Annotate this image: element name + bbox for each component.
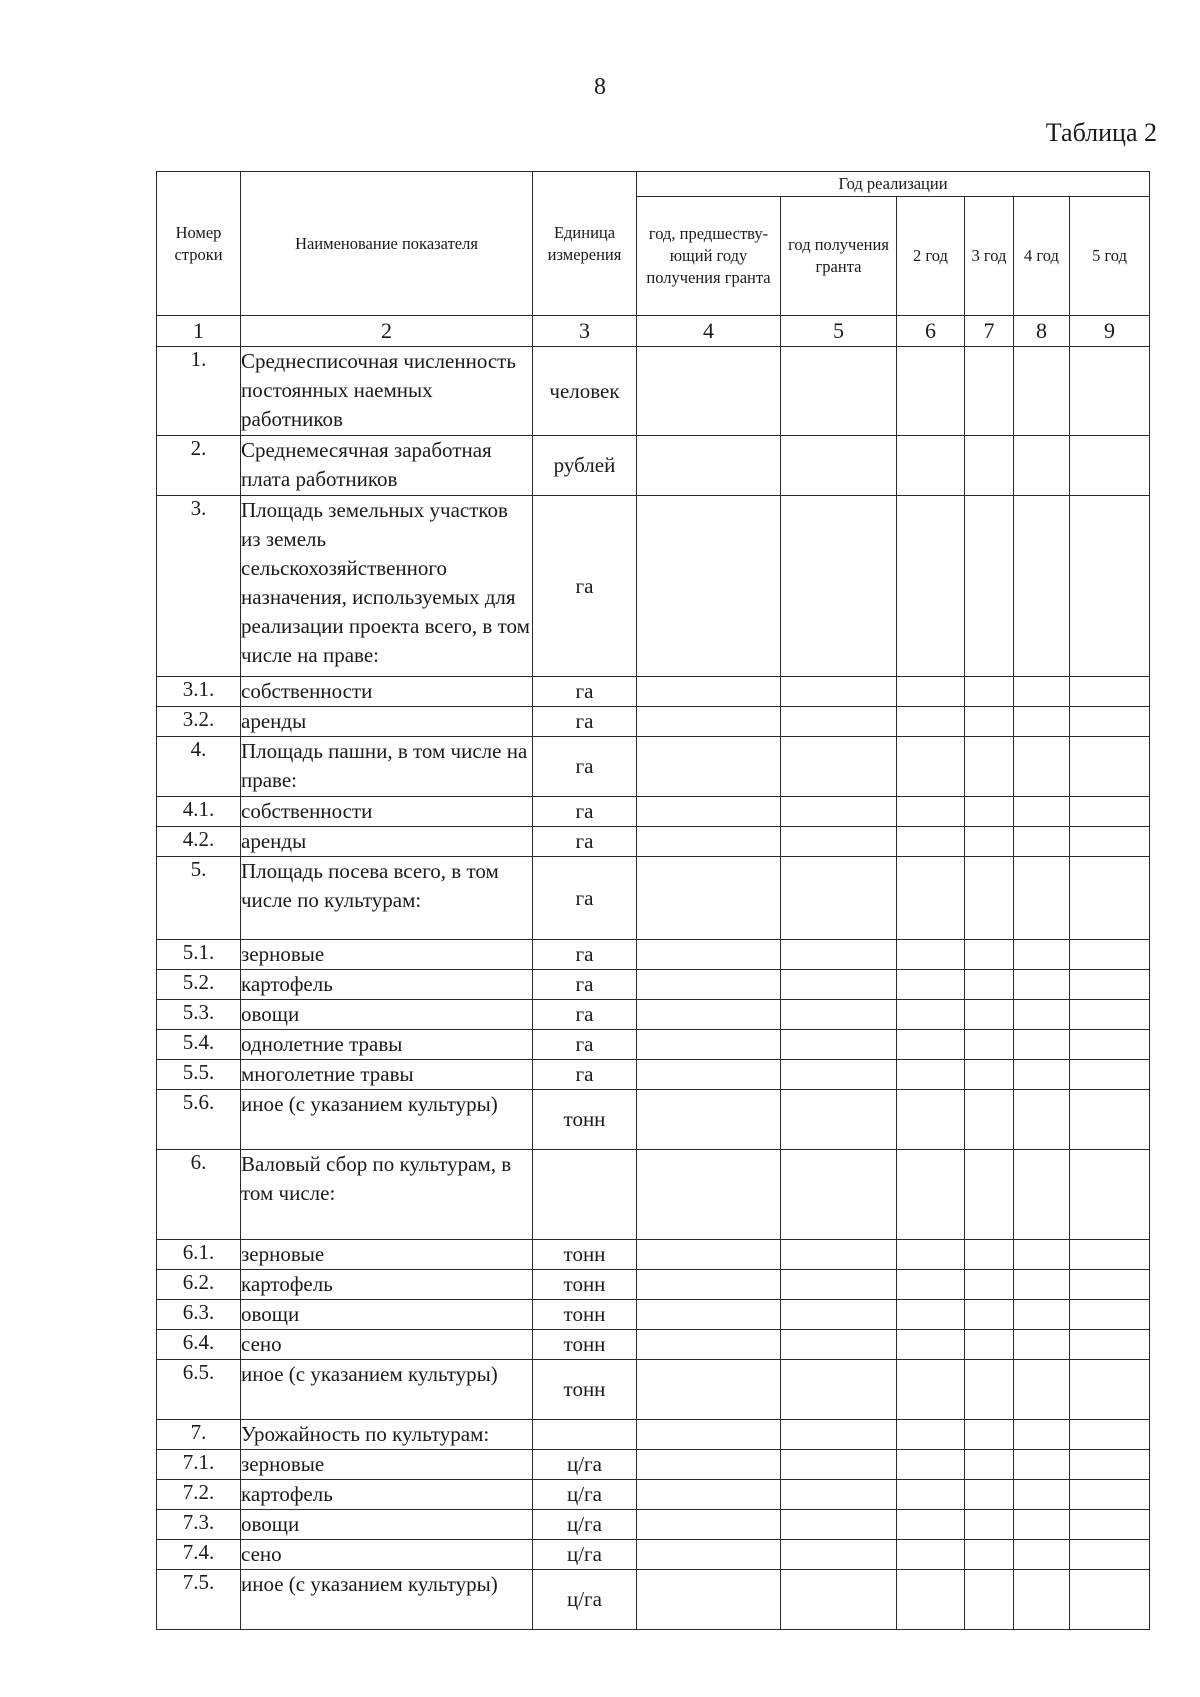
row-number: 5.6.: [157, 1090, 241, 1150]
indicator-name: сено: [241, 1330, 533, 1360]
page-number: 8: [594, 74, 606, 100]
value-cell[interactable]: [965, 1000, 1014, 1030]
row-number: 5.1.: [157, 940, 241, 970]
value-cell[interactable]: [637, 970, 781, 1000]
value-cell[interactable]: [1070, 737, 1150, 797]
unit-cell: тонн: [533, 1090, 637, 1150]
value-cell[interactable]: [1014, 1030, 1070, 1060]
table-row: [157, 677, 1150, 707]
column-number: 8: [1014, 316, 1070, 347]
value-cell[interactable]: [637, 1540, 781, 1570]
value-cell[interactable]: [897, 1450, 965, 1480]
indicator-name: иное (с указанием культуры): [241, 1570, 533, 1630]
value-cell[interactable]: [781, 1090, 897, 1150]
unit-cell: тонн: [533, 1240, 637, 1270]
row-number: 3.: [157, 496, 241, 677]
unit-cell: га: [533, 1000, 637, 1030]
row-number: 2.: [157, 436, 241, 496]
table-row: [157, 347, 1150, 436]
value-cell[interactable]: [1014, 1240, 1070, 1270]
value-cell[interactable]: [781, 1000, 897, 1030]
table-row: [157, 496, 1150, 677]
row-number: 6.1.: [157, 1240, 241, 1270]
value-cell[interactable]: [965, 1450, 1014, 1480]
value-cell[interactable]: [897, 1030, 965, 1060]
unit-cell: тонн: [533, 1360, 637, 1420]
value-cell[interactable]: [897, 1000, 965, 1030]
value-cell[interactable]: [1070, 1510, 1150, 1540]
value-cell[interactable]: [897, 857, 965, 940]
value-cell[interactable]: [1070, 1300, 1150, 1330]
value-cell[interactable]: [897, 1360, 965, 1420]
unit-cell: ц/га: [533, 1480, 637, 1510]
table-row: [157, 707, 1150, 737]
unit-cell: тонн: [533, 1270, 637, 1300]
table-row: [157, 436, 1150, 496]
value-cell[interactable]: [897, 1540, 965, 1570]
value-cell[interactable]: [1070, 347, 1150, 436]
value-cell[interactable]: [637, 1270, 781, 1300]
value-cell[interactable]: [965, 347, 1014, 436]
table-row: [157, 1510, 1150, 1540]
value-cell[interactable]: [965, 940, 1014, 970]
unit-cell: ц/га: [533, 1540, 637, 1570]
value-cell[interactable]: [781, 797, 897, 827]
value-cell[interactable]: [637, 677, 781, 707]
indicator-name: аренды: [241, 827, 533, 857]
indicator-name: картофель: [241, 970, 533, 1000]
table-row: [157, 737, 1150, 797]
value-cell[interactable]: [1014, 1420, 1070, 1450]
unit-cell: тонн: [533, 1300, 637, 1330]
value-cell[interactable]: [965, 1030, 1014, 1060]
indicator-name: Площадь земельных участков из земель сельскохозяйственного назначения, используемых для реализации проекта всего, в том числе на праве:: [241, 496, 533, 677]
value-cell[interactable]: [897, 1420, 965, 1450]
value-cell[interactable]: [781, 1030, 897, 1060]
value-cell[interactable]: [1014, 1480, 1070, 1510]
value-cell[interactable]: [781, 436, 897, 496]
value-cell[interactable]: [781, 1540, 897, 1570]
row-number: 3.2.: [157, 707, 241, 737]
value-cell[interactable]: [1014, 1000, 1070, 1030]
row-number: 6.2.: [157, 1270, 241, 1300]
indicator-name: картофель: [241, 1270, 533, 1300]
unit-cell: га: [533, 737, 637, 797]
value-cell[interactable]: [897, 707, 965, 737]
table-row: [157, 1570, 1150, 1630]
unit-cell: га: [533, 677, 637, 707]
column-number: 9: [1070, 316, 1150, 347]
value-cell[interactable]: [637, 1150, 781, 1240]
table-row: [157, 1300, 1150, 1330]
value-cell[interactable]: [897, 827, 965, 857]
value-cell[interactable]: [965, 1150, 1014, 1240]
value-cell[interactable]: [1070, 827, 1150, 857]
table-row: [157, 1060, 1150, 1090]
column-number: 5: [781, 316, 897, 347]
value-cell[interactable]: [965, 1270, 1014, 1300]
table-row: [157, 797, 1150, 827]
header-indicator-name: Наименование показателя: [241, 172, 533, 316]
row-number: 5.4.: [157, 1030, 241, 1060]
indicator-name: собственности: [241, 677, 533, 707]
value-cell[interactable]: [1070, 1480, 1150, 1510]
value-cell[interactable]: [897, 1150, 965, 1240]
value-cell[interactable]: [781, 1330, 897, 1360]
header-year-4: 4 год: [1014, 197, 1070, 316]
table-row: [157, 1330, 1150, 1360]
value-cell[interactable]: [637, 1480, 781, 1510]
row-number: 6.5.: [157, 1360, 241, 1420]
value-cell[interactable]: [637, 436, 781, 496]
value-cell[interactable]: [637, 1510, 781, 1540]
value-cell[interactable]: [1014, 707, 1070, 737]
unit-cell: человек: [533, 347, 637, 436]
value-cell[interactable]: [965, 1330, 1014, 1360]
value-cell[interactable]: [1070, 1270, 1150, 1300]
row-number: 7.5.: [157, 1570, 241, 1630]
row-number: 6.3.: [157, 1300, 241, 1330]
value-cell[interactable]: [781, 940, 897, 970]
value-cell[interactable]: [1014, 1540, 1070, 1570]
value-cell[interactable]: [781, 827, 897, 857]
unit-cell: га: [533, 827, 637, 857]
value-cell[interactable]: [1070, 1450, 1150, 1480]
row-number: 5.5.: [157, 1060, 241, 1090]
value-cell[interactable]: [1014, 1570, 1070, 1630]
value-cell[interactable]: [637, 347, 781, 436]
value-cell[interactable]: [897, 1060, 965, 1090]
value-cell[interactable]: [637, 1420, 781, 1450]
value-cell[interactable]: [781, 970, 897, 1000]
row-number: 4.: [157, 737, 241, 797]
value-cell[interactable]: [1070, 1360, 1150, 1420]
header-grant-year: год получения гранта: [781, 197, 897, 316]
value-cell[interactable]: [965, 970, 1014, 1000]
value-cell[interactable]: [781, 1060, 897, 1090]
table-row: [157, 1450, 1150, 1480]
indicator-name: зерновые: [241, 1450, 533, 1480]
row-number: 7.2.: [157, 1480, 241, 1510]
indicator-name: Урожайность по культурам:: [241, 1420, 533, 1450]
value-cell[interactable]: [1070, 1330, 1150, 1360]
header-implementation-year: Год реализации: [637, 172, 1150, 197]
indicator-name: многолетние травы: [241, 1060, 533, 1090]
value-cell[interactable]: [637, 827, 781, 857]
value-cell[interactable]: [1014, 1300, 1070, 1330]
indicator-name: сено: [241, 1540, 533, 1570]
value-cell[interactable]: [637, 707, 781, 737]
table-body: [157, 347, 1150, 1630]
value-cell[interactable]: [781, 1360, 897, 1420]
value-cell[interactable]: [1014, 496, 1070, 677]
unit-cell: [533, 1150, 637, 1240]
value-cell[interactable]: [965, 677, 1014, 707]
value-cell[interactable]: [1070, 1420, 1150, 1450]
table-row: [157, 1030, 1150, 1060]
row-number: 5.2.: [157, 970, 241, 1000]
value-cell[interactable]: [1014, 1360, 1070, 1420]
value-cell[interactable]: [781, 1150, 897, 1240]
value-cell[interactable]: [1014, 1330, 1070, 1360]
value-cell[interactable]: [965, 737, 1014, 797]
table-row: [157, 1540, 1150, 1570]
value-cell[interactable]: [1014, 1090, 1070, 1150]
unit-cell: га: [533, 970, 637, 1000]
indicator-name: овощи: [241, 1300, 533, 1330]
value-cell[interactable]: [1014, 797, 1070, 827]
value-cell[interactable]: [637, 1030, 781, 1060]
value-cell[interactable]: [897, 496, 965, 677]
header-unit: Единица измерения: [533, 172, 637, 316]
value-cell[interactable]: [897, 1330, 965, 1360]
value-cell[interactable]: [1070, 857, 1150, 940]
indicator-name: Валовый сбор по культурам, в том числе:: [241, 1150, 533, 1240]
value-cell[interactable]: [965, 1240, 1014, 1270]
value-cell[interactable]: [965, 1570, 1014, 1630]
value-cell[interactable]: [781, 737, 897, 797]
value-cell[interactable]: [965, 496, 1014, 677]
value-cell[interactable]: [965, 1300, 1014, 1330]
value-cell[interactable]: [1014, 436, 1070, 496]
table-row: [157, 1000, 1150, 1030]
unit-cell: [533, 1420, 637, 1450]
value-cell[interactable]: [781, 1240, 897, 1270]
value-cell[interactable]: [637, 940, 781, 970]
value-cell[interactable]: [897, 1510, 965, 1540]
value-cell[interactable]: [637, 1300, 781, 1330]
value-cell[interactable]: [965, 1420, 1014, 1450]
table-row: [157, 1360, 1150, 1420]
value-cell[interactable]: [1014, 940, 1070, 970]
row-number: 3.1.: [157, 677, 241, 707]
value-cell[interactable]: [1014, 1060, 1070, 1090]
column-number: 4: [637, 316, 781, 347]
value-cell[interactable]: [897, 1570, 965, 1630]
column-numbers-row: [157, 316, 1150, 347]
indicator-name: иное (с указанием культуры): [241, 1090, 533, 1150]
table-row: [157, 1480, 1150, 1510]
value-cell[interactable]: [897, 1090, 965, 1150]
row-number: 5.3.: [157, 1000, 241, 1030]
indicator-name: картофель: [241, 1480, 533, 1510]
row-number: 7.: [157, 1420, 241, 1450]
value-cell[interactable]: [897, 1480, 965, 1510]
column-number: 6: [897, 316, 965, 347]
unit-cell: га: [533, 496, 637, 677]
column-number: 7: [965, 316, 1014, 347]
row-number: 7.1.: [157, 1450, 241, 1480]
value-cell[interactable]: [897, 1240, 965, 1270]
table-row: [157, 1240, 1150, 1270]
value-cell[interactable]: [965, 1540, 1014, 1570]
indicator-name: однолетние травы: [241, 1030, 533, 1060]
value-cell[interactable]: [897, 940, 965, 970]
value-cell[interactable]: [637, 1330, 781, 1360]
unit-cell: га: [533, 1030, 637, 1060]
unit-cell: га: [533, 857, 637, 940]
header-year-5: 5 год: [1070, 197, 1150, 316]
value-cell[interactable]: [965, 1510, 1014, 1540]
row-number: 1.: [157, 347, 241, 436]
row-number: 5.: [157, 857, 241, 940]
value-cell[interactable]: [637, 1240, 781, 1270]
value-cell[interactable]: [1070, 1540, 1150, 1570]
value-cell[interactable]: [1070, 797, 1150, 827]
value-cell[interactable]: [965, 707, 1014, 737]
value-cell[interactable]: [637, 857, 781, 940]
unit-cell: ц/га: [533, 1570, 637, 1630]
table-row: [157, 940, 1150, 970]
indicator-name: овощи: [241, 1000, 533, 1030]
value-cell[interactable]: [781, 707, 897, 737]
column-number: 1: [157, 316, 241, 347]
value-cell[interactable]: [781, 1270, 897, 1300]
table-row: [157, 857, 1150, 940]
indicator-name: овощи: [241, 1510, 533, 1540]
indicator-name: зерновые: [241, 1240, 533, 1270]
column-number: 3: [533, 316, 637, 347]
value-cell[interactable]: [965, 797, 1014, 827]
value-cell[interactable]: [1070, 677, 1150, 707]
value-cell[interactable]: [637, 797, 781, 827]
value-cell[interactable]: [637, 1450, 781, 1480]
value-cell[interactable]: [637, 1060, 781, 1090]
value-cell[interactable]: [1070, 1060, 1150, 1090]
value-cell[interactable]: [781, 1420, 897, 1450]
value-cell[interactable]: [637, 496, 781, 677]
value-cell[interactable]: [897, 797, 965, 827]
value-cell[interactable]: [1070, 1240, 1150, 1270]
value-cell[interactable]: [1070, 436, 1150, 496]
value-cell[interactable]: [781, 677, 897, 707]
unit-cell: ц/га: [533, 1510, 637, 1540]
value-cell[interactable]: [1014, 737, 1070, 797]
unit-cell: ц/га: [533, 1450, 637, 1480]
value-cell[interactable]: [1070, 940, 1150, 970]
value-cell[interactable]: [637, 1090, 781, 1150]
value-cell[interactable]: [1070, 496, 1150, 677]
row-number: 6.4.: [157, 1330, 241, 1360]
value-cell[interactable]: [897, 347, 965, 436]
indicator-name: зерновые: [241, 940, 533, 970]
value-cell[interactable]: [781, 1570, 897, 1630]
value-cell[interactable]: [637, 1000, 781, 1030]
value-cell[interactable]: [897, 737, 965, 797]
value-cell[interactable]: [897, 1270, 965, 1300]
header-row-number: Номер строки: [157, 172, 241, 316]
value-cell[interactable]: [781, 347, 897, 436]
header-year-3: 3 год: [965, 197, 1014, 316]
table-row: [157, 827, 1150, 857]
indicator-name: Площадь пашни, в том числе на праве:: [241, 737, 533, 797]
header-year-2: 2 год: [897, 197, 965, 316]
value-cell[interactable]: [781, 1300, 897, 1330]
value-cell[interactable]: [637, 1360, 781, 1420]
indicator-name: Среднесписочная численность постоянных наемных работников: [241, 347, 533, 436]
value-cell[interactable]: [637, 737, 781, 797]
indicators-table: [156, 171, 1150, 1630]
value-cell[interactable]: [965, 1060, 1014, 1090]
value-cell[interactable]: [965, 1090, 1014, 1150]
value-cell[interactable]: [1014, 677, 1070, 707]
value-cell[interactable]: [781, 496, 897, 677]
value-cell[interactable]: [1070, 707, 1150, 737]
value-cell[interactable]: [897, 1300, 965, 1330]
row-number: 7.4.: [157, 1540, 241, 1570]
indicator-name: собственности: [241, 797, 533, 827]
value-cell[interactable]: [781, 1510, 897, 1540]
value-cell[interactable]: [897, 677, 965, 707]
value-cell[interactable]: [1014, 827, 1070, 857]
value-cell[interactable]: [897, 436, 965, 496]
value-cell[interactable]: [897, 970, 965, 1000]
value-cell[interactable]: [1070, 1030, 1150, 1060]
row-number: 7.3.: [157, 1510, 241, 1540]
unit-cell: тонн: [533, 1330, 637, 1360]
value-cell[interactable]: [1014, 970, 1070, 1000]
value-cell[interactable]: [781, 857, 897, 940]
row-number: 4.2.: [157, 827, 241, 857]
value-cell[interactable]: [637, 1570, 781, 1630]
table-row: [157, 1090, 1150, 1150]
value-cell[interactable]: [1014, 1150, 1070, 1240]
unit-cell: га: [533, 797, 637, 827]
value-cell[interactable]: [1014, 857, 1070, 940]
value-cell[interactable]: [1070, 1000, 1150, 1030]
indicator-name: аренды: [241, 707, 533, 737]
value-cell[interactable]: [1070, 1090, 1150, 1150]
header-year-before-grant: год, предшеству-ющий году получения гранта: [637, 197, 781, 316]
value-cell[interactable]: [965, 1360, 1014, 1420]
value-cell[interactable]: [1070, 1570, 1150, 1630]
indicator-name: Площадь посева всего, в том числе по культурам:: [241, 857, 533, 940]
indicator-name: Среднемесячная заработная плата работников: [241, 436, 533, 496]
unit-cell: га: [533, 707, 637, 737]
table-row: [157, 970, 1150, 1000]
row-number: 4.1.: [157, 797, 241, 827]
value-cell[interactable]: [1014, 1450, 1070, 1480]
value-cell[interactable]: [781, 1480, 897, 1510]
unit-cell: га: [533, 940, 637, 970]
value-cell[interactable]: [1070, 1150, 1150, 1240]
value-cell[interactable]: [1014, 347, 1070, 436]
row-number: 6.: [157, 1150, 241, 1240]
unit-cell: рублей: [533, 436, 637, 496]
table-row: [157, 1420, 1150, 1450]
value-cell[interactable]: [965, 857, 1014, 940]
value-cell[interactable]: [965, 436, 1014, 496]
indicator-name: иное (с указанием культуры): [241, 1360, 533, 1420]
value-cell[interactable]: [965, 827, 1014, 857]
value-cell[interactable]: [1014, 1270, 1070, 1300]
table-row: [157, 1270, 1150, 1300]
value-cell[interactable]: [965, 1480, 1014, 1510]
table-title: Таблица 2: [1045, 118, 1157, 147]
column-number: 2: [241, 316, 533, 347]
value-cell[interactable]: [1070, 970, 1150, 1000]
unit-cell: га: [533, 1060, 637, 1090]
value-cell[interactable]: [781, 1450, 897, 1480]
value-cell[interactable]: [1014, 1510, 1070, 1540]
table-row: [157, 1150, 1150, 1240]
